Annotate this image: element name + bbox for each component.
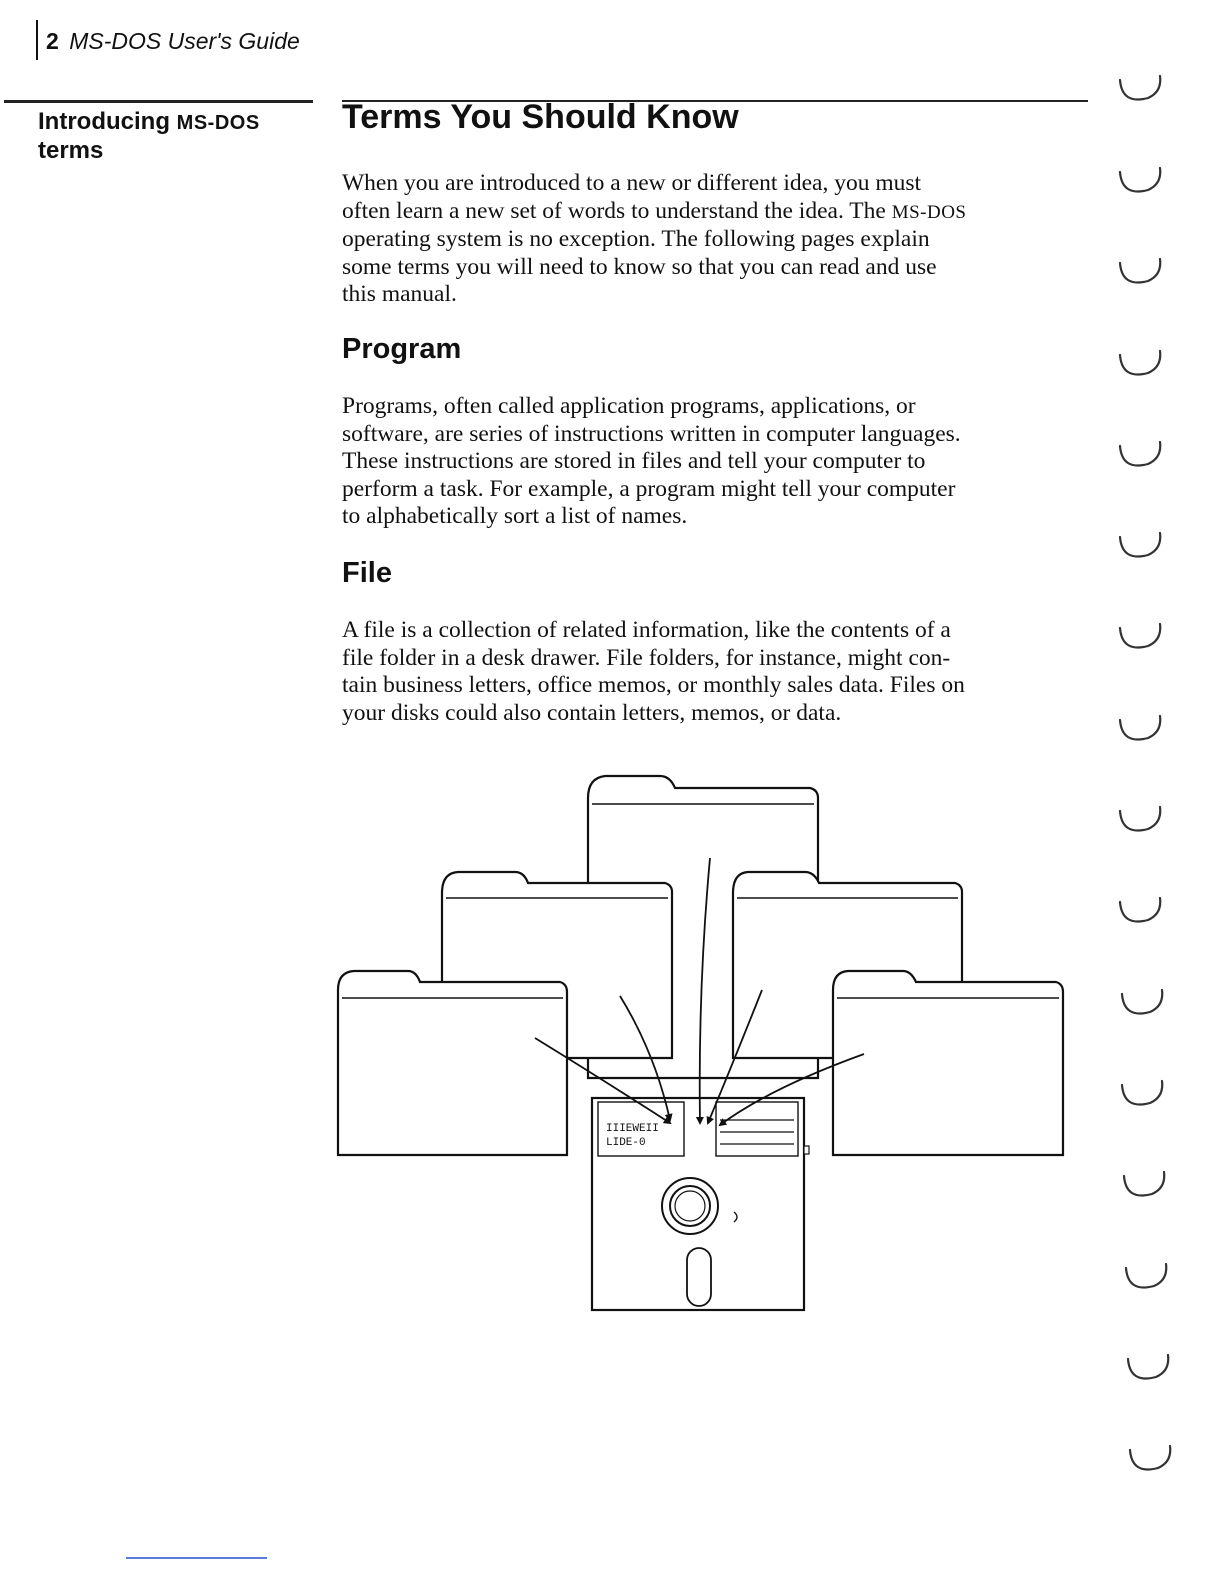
program-heading: Program — [342, 333, 462, 365]
section-title: Terms You Should Know — [342, 98, 739, 136]
running-header — [46, 28, 300, 55]
program-paragraph: Programs, often called application programs, applications, or software, are series of instructions written in computer languages. These instructions are stored in files and tell your computer to perform a task. For example, a program might tell your computer to alphabetically sort a list of names. — [342, 393, 961, 529]
binder-holes — [1110, 70, 1190, 1490]
margin-note: Introducing MS-DOS terms — [38, 108, 260, 164]
disk-label-line2: LIDE-0 — [606, 1137, 646, 1149]
msdos-term: MS-DOS — [176, 112, 260, 134]
book-title: MS-DOS User's Guide — [69, 28, 300, 54]
header-rule — [36, 20, 38, 60]
file-heading: File — [342, 557, 392, 589]
intro-paragraph: When you are introduced to a new or different idea, you must often learn a new set of words to understand the idea. The MS-DOS operating system is no exception. The following pages explain some terms you will need to know so that you can read and use this manual. — [342, 170, 967, 307]
disk-label-line1: IIIEWEII — [606, 1123, 659, 1135]
floppy-disk-icon — [592, 1098, 809, 1310]
scan-artifact-line — [126, 1557, 267, 1559]
page-number: 2 — [46, 28, 59, 54]
margin-rule — [4, 100, 313, 103]
file-folders-diskette-illustration — [330, 768, 1070, 1318]
file-paragraph: A file is a collection of related information, like the contents of a file folder in a desk drawer. File folders, for instance, might con- tain business letters, office memos, or monthly sales data. Files on your disks could also contain letters, memos, or data. — [342, 617, 965, 726]
